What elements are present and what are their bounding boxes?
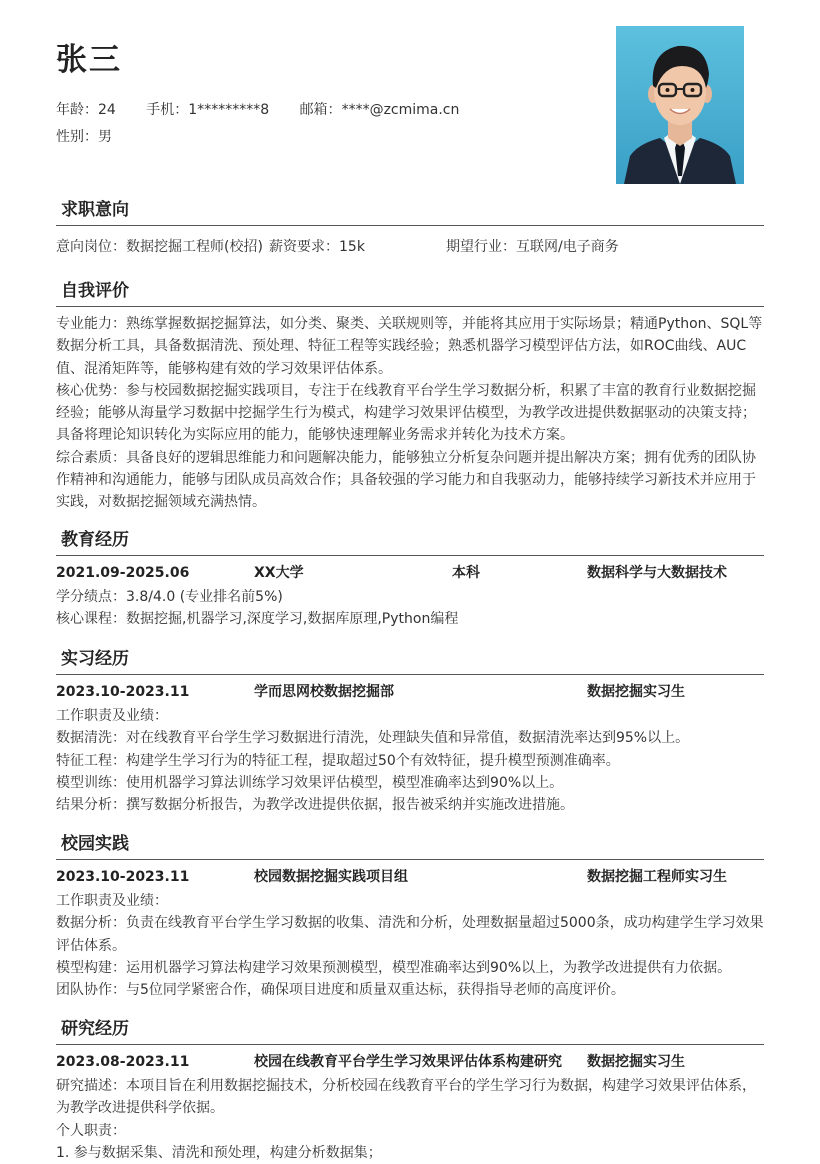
internship-detail-line: 特征工程：构建学生学习行为的特征工程，提取超过50个有效特征，提升模型预测准确率。 — [56, 752, 620, 769]
research-detail-line: 1. 参与数据采集、清洗和预处理，构建分析数据集； — [56, 1144, 382, 1161]
internship-period: 2023.10-2023.11 — [56, 684, 190, 700]
intended-position: 意向岗位：数据挖掘工程师(校招) — [56, 239, 263, 255]
profile-photo — [616, 26, 744, 184]
education-entry-header — [56, 560, 764, 586]
age-info: 年龄：24 — [56, 102, 116, 118]
candidate-name: 张三 — [56, 42, 122, 78]
campus-detail-line: 评估体系。 — [56, 937, 126, 954]
self-eval-line: 实践，对数据挖掘领域充满热情。 — [56, 494, 266, 511]
campus-detail-line: 数据分析：负责在线教育平台学生学习数据的收集、清洗和分析，处理数据量超过5000条，成功构建学生学习效果 — [56, 915, 764, 932]
education-period: 2021.09-2025.06 — [56, 565, 190, 581]
internship-role: 数据挖掘实习生 — [587, 684, 685, 700]
portrait-illustration — [616, 26, 744, 184]
gender-info-row — [56, 127, 138, 147]
internship-detail-line: 工作职责及业绩： — [56, 708, 168, 724]
campus-role: 数据挖掘工程师实习生 — [587, 869, 727, 885]
research-role: 数据挖掘实习生 — [587, 1054, 685, 1070]
research-detail-line: 个人职责： — [56, 1122, 126, 1139]
self-eval-line: 经验；能够从海量学习数据中挖掘学生行为模式，构建学习效果评估模型，为教学改进提供数据驱动的决策支持； — [56, 405, 756, 422]
email-info: 邮箱：****@zcmima.cn — [299, 102, 460, 118]
self-eval-line: 值、混淆矩阵等，能够构建有效的学习效果评估体系。 — [56, 360, 392, 377]
campus-period: 2023.10-2023.11 — [56, 869, 190, 885]
campus-detail-line: 团队协作：与5位同学紧密合作，确保项目进度和质量双重达标，获得指导老师的高度评价。 — [56, 982, 625, 999]
self-evaluation-section — [56, 278, 764, 514]
internship-detail-line: 结果分析：撰写数据分析报告，为教学改进提供依据，报告被采纳并实施改进措施。 — [56, 797, 574, 814]
job-intention-section — [56, 197, 764, 258]
self-eval-line: 数据分析工具，具备数据清洗、预处理、特征工程等实践经验；熟悉机器学习模型评估方法，如ROC曲线、AUC — [56, 338, 747, 355]
degree: 本科 — [452, 565, 480, 581]
campus-entry-header — [56, 864, 764, 890]
education-section — [56, 527, 764, 631]
section-title: 求职意向 — [56, 197, 764, 226]
major: 数据科学与大数据技术 — [587, 565, 727, 581]
campus-detail-line: 工作职责及业绩： — [56, 893, 168, 909]
self-eval-line: 作精神和沟通能力，能够与团队成员高效合作；具备较强的学习能力和自我驱动力，能够持续学习新技术并应用于 — [56, 472, 756, 489]
company-name: 学而思网校数据挖掘部 — [254, 684, 394, 700]
section-title: 实习经历 — [56, 646, 764, 675]
research-entry-header — [56, 1049, 764, 1075]
research-section — [56, 1016, 764, 1164]
campus-detail-line: 模型构建：运用机器学习算法构建学习效果预测模型，模型准确率达到90%以上，为教学改进提供有力依据。 — [56, 959, 732, 976]
research-period: 2023.08-2023.11 — [56, 1054, 190, 1070]
campus-practice-section — [56, 831, 764, 1001]
self-eval-line: 核心优势：参与校园数据挖掘实践项目，专注于在线教育平台学生学习数据分析，积累了丰富的教育行业数据挖掘 — [56, 382, 756, 399]
internship-entry-header — [56, 679, 764, 705]
campus-organization: 校园数据挖掘实践项目组 — [254, 869, 408, 885]
contact-info-row — [56, 100, 485, 120]
education-detail-line: 核心课程：数据挖掘,机器学习,深度学习,数据库原理,Python编程 — [56, 611, 459, 628]
self-eval-line: 具备将理论知识转化为实际应用的能力，能够快速理解业务需求并转化为技术方案。 — [56, 427, 574, 444]
research-detail-line: 研究描述：本项目旨在利用数据挖掘技术，分析校园在线教育平台的学生学习行为数据，构建学习效果评估体系， — [56, 1078, 756, 1094]
section-title: 自我评价 — [56, 278, 764, 307]
internship-detail-line: 模型训练：使用机器学习算法训练学习效果评估模型，模型准确率达到90%以上。 — [56, 774, 564, 791]
internship-section — [56, 646, 764, 816]
self-eval-line: 综合素质：具备良好的逻辑思维能力和问题解决能力，能够独立分析复杂问题并提出解决方案；拥有优秀的团队协 — [56, 449, 756, 466]
research-detail-line: 为教学改进提供科学依据。 — [56, 1100, 224, 1117]
school-name: XX大学 — [254, 565, 304, 581]
salary-expectation: 薪资要求：15k — [269, 239, 365, 255]
research-project: 校园在线教育平台学生学习效果评估体系构建研究 — [254, 1054, 562, 1070]
education-detail-line: 学分绩点：3.8/4.0 (专业排名前5%) — [56, 589, 283, 605]
gender-info: 性别：男 — [56, 129, 112, 145]
self-eval-line: 专业能力：熟练掌握数据挖掘算法，如分类、聚类、关联规则等，并能将其应用于实际场景；精通Python、SQL等 — [56, 316, 763, 332]
phone-info: 手机：1*********8 — [146, 102, 270, 118]
internship-detail-line: 数据清洗：对在线教育平台学生学习数据进行清洗，处理缺失值和异常值，数据清洗率达到95%以上。 — [56, 730, 690, 747]
section-title: 校园实践 — [56, 831, 764, 860]
section-title: 研究经历 — [56, 1016, 764, 1045]
section-title: 教育经历 — [56, 527, 764, 556]
expected-industry: 期望行业：互联网/电子商务 — [446, 239, 619, 255]
